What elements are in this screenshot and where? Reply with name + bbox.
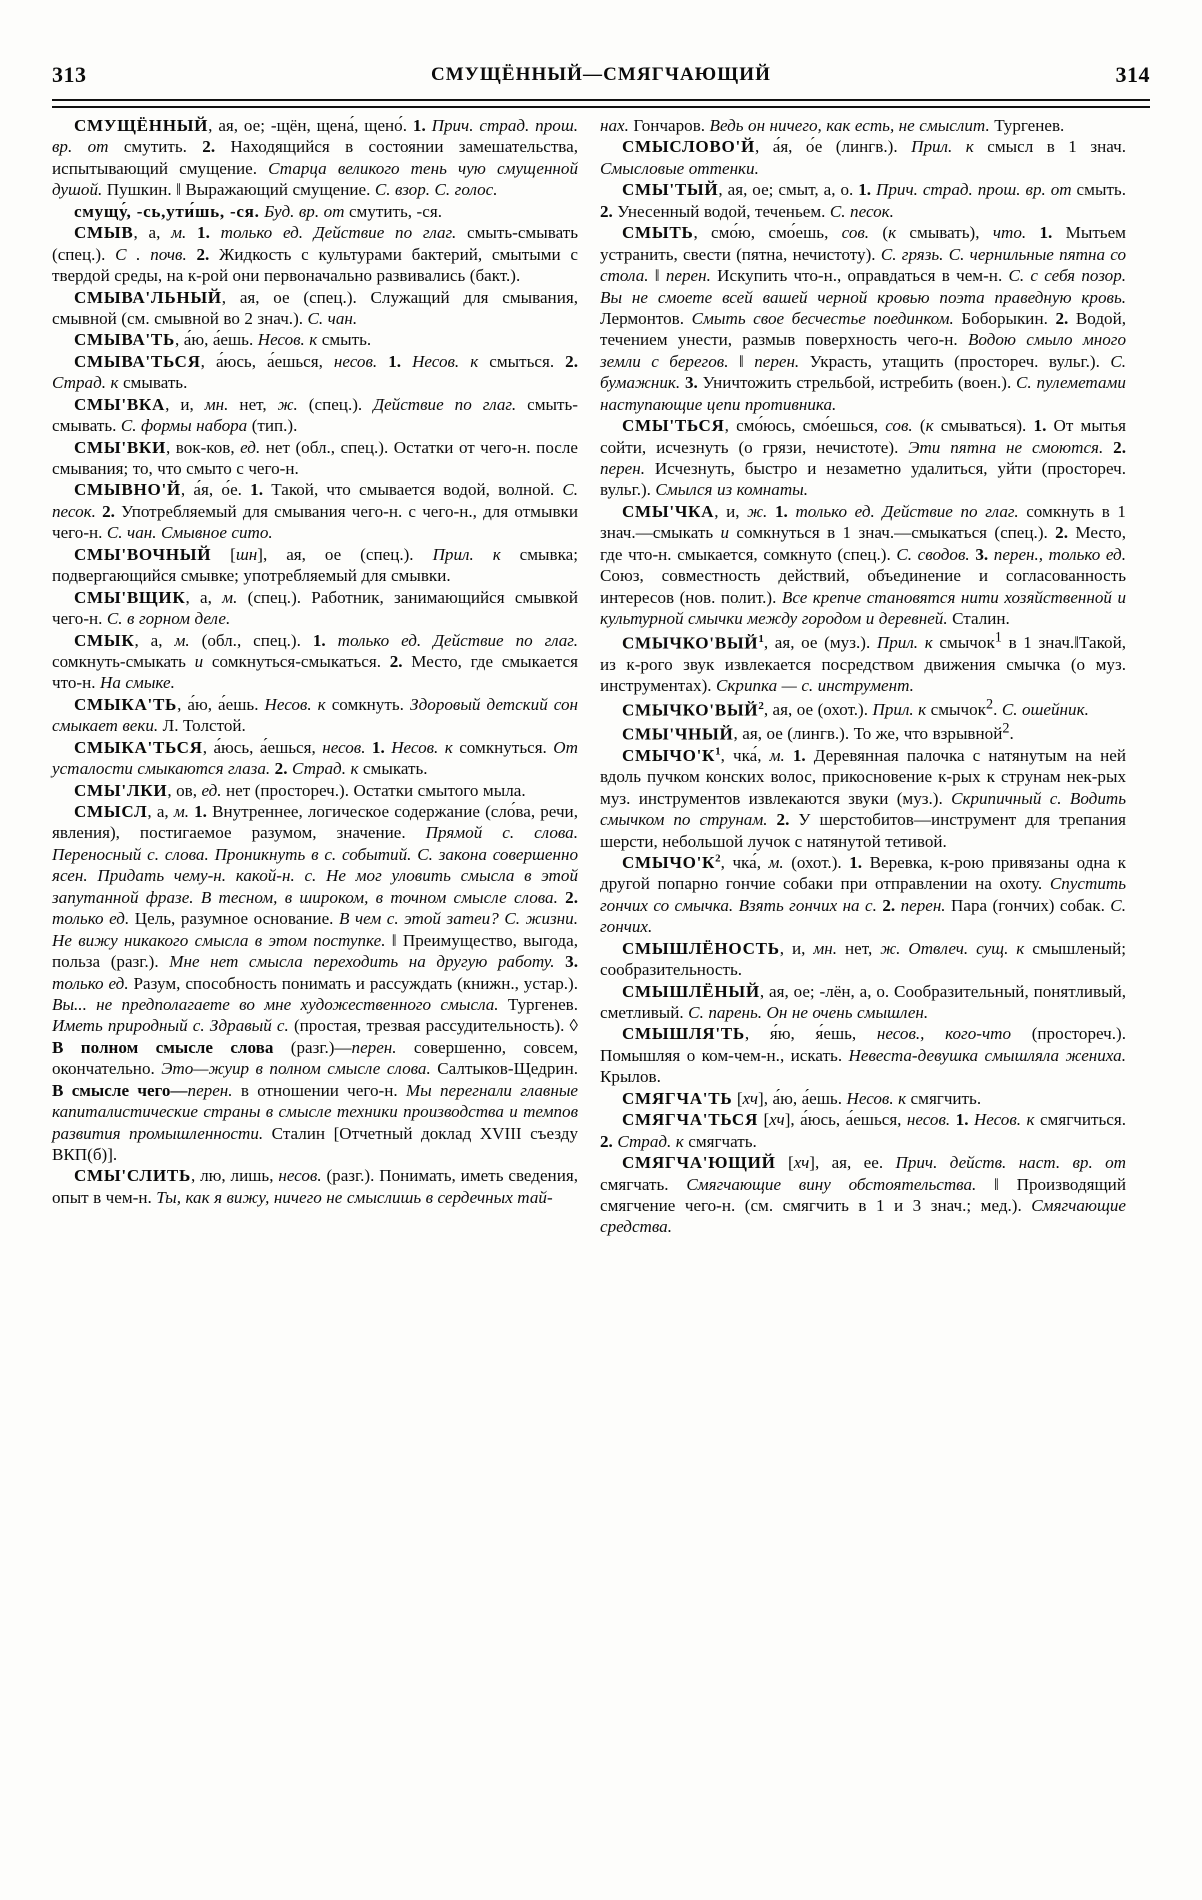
dictionary-entry — [52, 437, 578, 480]
entry-headword: СМЯГЧА'ЮЩИЙ — [622, 1153, 776, 1173]
entry-headword: СМЫШЛЁНЫЙ — [622, 981, 760, 1001]
entry-body: , смо́юсь, смо́ешься, сов. (к смываться). 1. От мытья сойти, исчезнуть (о грязи, нечистоте). Эти пятна не смоются. 2. перен. Исчезнуть, быстро и незаметно удалиться, уйти (простореч. вульг.). Смылся из комнаты. — [600, 416, 1126, 500]
dictionary-entry — [52, 780, 578, 801]
entry-homograph-number: 2 — [715, 852, 721, 865]
entry-body: , а́ю, а́ешь. Несов. к смыть. — [174, 330, 372, 350]
dictionary-entry — [52, 694, 578, 737]
entry-body: , вок-ков, ед. нет (обл., спец.). Остатки от чего-н. после смывания; то, что смыто с чего-н. — [52, 437, 579, 478]
dictionary-entry — [52, 801, 578, 1165]
entry-body: , ая, ое (лингв.). То же, что взрывной$^2$. — [733, 720, 1014, 744]
dictionary-entry — [600, 136, 1126, 179]
entry-headword: СМЫК — [74, 630, 135, 650]
dictionary-entry — [600, 630, 1126, 697]
entry-body: , ая, ое; -щён, щена́, щено́. 1. Прич. страд. прош. вр. от смутить. 2. Находящийся в состоянии замешательства, испытывающий смущение. Старца великого тень чую смущенной душой. Пушкин. ǁ Выражающий смущение. С. взор. С. голос. — [52, 116, 579, 200]
dictionary-entry — [52, 1165, 578, 1208]
running-head — [52, 58, 1150, 92]
entry-headword: СМЫ'ТЬСЯ — [622, 416, 725, 436]
entry-headword: СМЫВА'ЛЬНЫЙ — [74, 287, 222, 307]
dictionary-entry — [600, 415, 1126, 501]
entry-headword: СМЫВА'ТЬСЯ — [74, 351, 201, 371]
entry-body: , а, м. (обл., спец.). 1. только ед. Действие по глаг. сомкнуть-смыкать и сомкнуться-смыкаться. 2. Место, где смыкается что-н. На смыке. — [52, 630, 578, 693]
entry-headword: СМЯГЧА'ТЬ — [622, 1088, 733, 1108]
dictionary-entry — [52, 351, 578, 394]
entry-body: , лю, лишь, несов. (разг.). Понимать, иметь сведения, опыт в чем-н. Ты, как я вижу, ничего не смыслишь в сердечных тай- — [52, 1166, 578, 1207]
entry-headword: СМЫ'ЧКА — [622, 501, 715, 521]
dictionary-entry — [52, 201, 578, 222]
entry-headword: СМЫ'ВОЧНЫЙ — [74, 544, 212, 564]
dictionary-entry — [600, 1152, 1126, 1238]
entry-homograph-number: 2 — [758, 699, 764, 712]
entry-body: , а́юсь, а́ешься, несов. 1. Несов. к сомкнуться. От усталости смыкаются глаза. 2. Страд. к смыкать. — [52, 737, 578, 779]
entry-headword: СМЫШЛЁНОСТЬ — [622, 938, 780, 958]
running-title: СМУЩЁННЫЙ—СМЯГЧАЮЩИЙ — [430, 64, 772, 85]
column-container — [52, 115, 1152, 1866]
entry-headword: СМЫ'ЧНЫЙ — [622, 724, 734, 744]
entry-body: [хч], ая, ее. Прич. действ. наст. вр. от смягчать. Смягчающие вину обстоятельства. ǁ Производящий смягчение чего-н. (см. смягчить в 1 и 3 знач.; мед.). Смягчающие средства. — [600, 1153, 1126, 1237]
entry-headword: СМЫВА'ТЬ — [74, 330, 175, 350]
dictionary-entry — [600, 222, 1126, 415]
page-number-right: 314 — [1115, 62, 1150, 87]
entry-headword: СМЫСЛОВО'Й — [622, 137, 755, 157]
entry-headword: СМЫТЬ — [622, 223, 694, 243]
dictionary-entry — [600, 938, 1126, 981]
entry-body: , и, ж. 1. только ед. Действие по глаг. сомкнуть в 1 знач.—смыкать и сомкнуться в 1 знач.—смыкаться (спец.). 2. Место, где что-н. смыкается, сомкнуто (спец.). С. сводов. 3. перен., только ед. Союз, совместность действий, объединение и согласованность интересов (нов. полит.). Все крепче становятся нити хозяйственной и культурной смычки между городом и деревней. Сталин. — [600, 501, 1127, 629]
entry-body: , чка́, м. (охот.). 1. Веревка, к-рою привязаны одна к другой попарно гончие собаки при отправлении на охоту. Спустить гончих со смычка. Взять гончих на с. 2. перен. Пара (гончих) собак. С. гончих. — [600, 852, 1126, 937]
entry-body: , а, м. 1. Внутреннее, логическое содержание (сло́ва, речи, явления), постигаемое разумом, значение. Прямой с. слова. Переносный с. слова. Проникнуть в с. событий. С. закона совершенно ясен. Придать чему-н. какой-н. с. Не мог уловить смысла в этой запутанной фразе. В тесном, в широком, в точном смысле слова. 2. только ед. Цель, разумное основание. В чем с. этой затеи? С. жизни. Не вижу никакого смысла в этом поступке. ǁ Преимущество, выгода, польза (разг.). Мне нет смысла переходить на другую работу. 3. только ед. Разум, способность понимать и рассуждать (книжн., устар.). Вы... не предполагаете во мне художественного смысла. Тургенев. Иметь природный с. Здравый с. (простая, трезвая рассудительность). ◊ В полном смысле слова (разг.)—перен. совершенно, совсем, окончательно. Это—жуир в полном смысле слова. Салтыков-Щедрин. В смысле чего—перен. в отношении чего-н. Мы перегнали главные капиталистические страны в смысле техники производства и темпов развития промышленности. Сталин [Отчетный доклад XVIII съезду ВКП(б)]. — [52, 802, 579, 1164]
entry-body: , смо́ю, смо́ешь, сов. (к смывать), что. 1. Мытьем устранить, свести (пятна, нечистоту). С. грязь. С. чернильные пятна со стола. ǁ перен. Искупить что-н., оправдаться в чем-н. С. с себя позор. Вы не смоете всей вашей черной кровью поэта праведную кровь. Лермонтов. Смыть свое бесчестье поединком. Боборыкин. 2. Водой, течением унести, размыв поверхность чего-н. Водою смыло много земли с берегов. ǁ перен. Украсть, утащить (простореч. вульг.). С. бумажник. 3. Уничтожить стрельбой, истребить (воен.). С. пулеметами наступающие цепи противника. — [600, 223, 1127, 414]
dictionary-entry — [52, 737, 578, 780]
dictionary-entry — [600, 179, 1126, 222]
entry-headword: СМЫШЛЯ'ТЬ — [622, 1024, 745, 1044]
entry-body: , и, мн. нет, ж. (спец.). Действие по глаг. смыть-смывать. С. формы набора (тип.). — [52, 394, 578, 436]
dictionary-entry — [600, 697, 1126, 721]
entry-headword: СМЫЧКО'ВЫЙ — [622, 700, 759, 720]
entry-body: , и, мн. нет, ж. Отвлеч. сущ. к смышленый; сообразительность. — [600, 938, 1126, 980]
dictionary-entry — [600, 981, 1126, 1024]
dictionary-entry — [52, 115, 578, 201]
entry-body: [шн], ая, ое (спец.). Прил. к смывка; подвергающийся смывке; употребляемый для смывки. — [52, 544, 578, 586]
entry-body: , а, м. (спец.). Работник, занимающийся смывкой чего-н. С. в горном деле. — [52, 587, 578, 629]
entry-body: , ая, ое (охот.). Прил. к смычок$^2$. С. ошейник. — [763, 696, 1089, 720]
entry-headword: СМЫ'СЛИТЬ — [74, 1166, 191, 1186]
entry-headword: СМЫКА'ТЬ — [74, 694, 178, 714]
entry-body: [хч], а́юсь, а́ешься, несов. 1. Несов. к смягчиться. 2. Страд. к смягчать. — [600, 1110, 1126, 1151]
entry-body: , ая, ое (муз.). Прил. к смычок$^1$ в 1 знач.ǁТакой, из к-рого звук извлекается посредством движения смычка (о муз. инструментах). Скрипка — с. инструмент. — [600, 629, 1127, 696]
entry-body: , а́юсь, а́ешься, несов. 1. Несов. к смыться. 2. Страд. к смывать. — [52, 351, 578, 393]
dictionary-entry — [52, 544, 578, 587]
entry-body: , ов, ед. нет (простореч.). Остатки смытого мыла. — [167, 780, 526, 800]
dictionary-entry — [52, 329, 578, 350]
entry-headword: СМЫЧКО'ВЫЙ — [622, 633, 759, 653]
entry-homograph-number: 1 — [758, 632, 764, 645]
dictionary-entry — [52, 630, 578, 694]
dictionary-entry — [52, 587, 578, 630]
entry-headword: СМЫЧО'К — [622, 745, 716, 765]
entry-headword: СМУЩЁННЫЙ — [74, 116, 209, 135]
entry-headword: СМЯГЧА'ТЬСЯ — [622, 1110, 759, 1130]
entry-body: Буд. вр. от смутить, -ся. — [264, 201, 442, 221]
dictionary-entry — [600, 115, 1126, 136]
entry-body: , чка́, м. 1. Деревянная палочка с натянутым на ней вдоль пучком конских волос, прикосновение к-рых к струнам нек-рых муз. инструментов извлекаются звуки (муз.). Скрипичный с. Водить смычком по струнам. 2. У шерстобитов—инструмент для трепания шерсти, небольшой лучок с натянутой тетивой. — [600, 745, 1126, 851]
dictionary-entry — [600, 1088, 1126, 1109]
right-column — [600, 115, 1126, 1866]
entry-body: [хч], а́ю, а́ешь. Несов. к смягчить. — [732, 1088, 982, 1108]
entry-headword: СМЫ'ВЩИК — [74, 587, 186, 607]
entry-body: , а́я, о́е (лингв.). Прил. к смысл в 1 знач. Смысловые оттенки. — [600, 137, 1126, 178]
entry-headword: СМЫЧО'К — [622, 852, 716, 872]
dictionary-entry — [52, 479, 578, 543]
dictionary-entry — [600, 1023, 1126, 1087]
dictionary-entry — [600, 745, 1126, 852]
entry-body: нах. Гончаров. Ведь он ничего, как есть, не смыслит. Тургенев. — [600, 116, 1065, 135]
entry-headword: смущу́, -сь,ути́шь, -ся. — [74, 201, 260, 221]
dictionary-entry — [52, 394, 578, 437]
dictionary-entry — [600, 1109, 1126, 1152]
entry-homograph-number: 1 — [715, 745, 721, 758]
entry-headword: СМЫ'ЛКИ — [74, 780, 168, 800]
dictionary-entry — [52, 287, 578, 330]
entry-headword: СМЫ'ВКА — [74, 394, 166, 414]
entry-headword: СМЫВНО'Й — [74, 480, 181, 500]
dictionary-entry — [600, 852, 1126, 938]
entry-body: , ая, ое; -лён, а, о. Сообразительный, понятливый, сметливый. С. парень. Он не очень смышлен. — [600, 981, 1126, 1022]
header-rule — [52, 99, 1150, 108]
left-column — [52, 115, 578, 1866]
entry-body: , я́ю, я́ешь, несов., кого-что (простореч.). Помышляя о ком-чем-н., искать. Невеста-девушка смышляла жениха. Крылов. — [600, 1024, 1127, 1087]
entry-body: , ая, ое; смыт, а, о. 1. Прич. страд. прош. вр. от смыть. 2. Унесенный водой, теченьем. С. песок. — [600, 180, 1126, 221]
dictionary-entry — [52, 222, 578, 286]
entry-headword: СМЫСЛ — [74, 802, 148, 821]
entry-headword: СМЫ'ТЫЙ — [622, 180, 719, 200]
entry-headword: СМЫКА'ТЬСЯ — [74, 737, 203, 757]
entry-headword: СМЫВ — [74, 223, 134, 243]
entry-body: , а́я, о́е. 1. Такой, что смывается водой, волной. С. песок. 2. Употребляемый для смывания чего-н. с чего-н., для отмывки чего-н. С. чан. Смывное сито. — [52, 480, 578, 543]
entry-body: , а, м. 1. только ед. Действие по глаг. смыть-смывать (спец.). С . почв. 2. Жидкость с культурами бактерий, смытыми с твердой среды, на к-рой они первоначально развивались (бакт.). — [52, 223, 579, 286]
entry-headword: СМЫ'ВКИ — [74, 437, 167, 457]
dictionary-entry — [600, 721, 1126, 745]
entry-body: , ая, ое (спец.). Служащий для смывания, смывной (см. смывной во 2 знач.). С. чан. — [52, 287, 578, 328]
entry-body: , а́ю, а́ешь. Несов. к сомкнуть. Здоровый детский сон смыкает веки. Л. Толстой. — [52, 694, 578, 736]
dictionary-entry — [600, 501, 1126, 630]
page-number-left: 313 — [52, 62, 87, 87]
